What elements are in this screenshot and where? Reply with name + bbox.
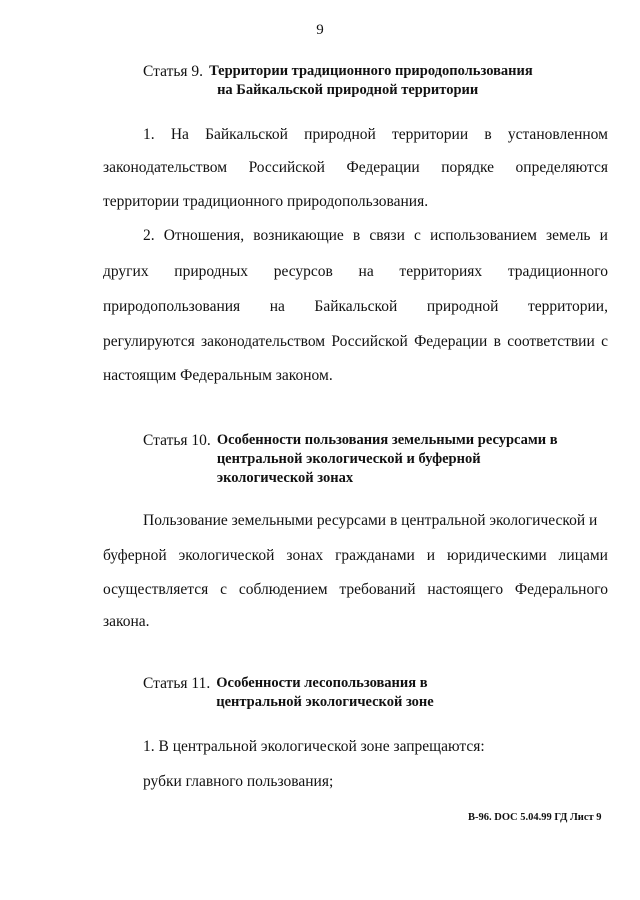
article-10-para1-line4: закона. <box>103 613 150 630</box>
article-11-para2: рубки главного пользования; <box>143 773 334 790</box>
article-10-title-line2: центральной экологической и буферной <box>216 451 481 467</box>
article-10-heading <box>143 431 583 488</box>
article-9-number: Статья 9. <box>143 63 204 80</box>
page-number: 9 <box>316 22 324 38</box>
article-9-para1-line3: территории традиционного природопользования. <box>103 193 429 210</box>
article-11-title-line2: центральной экологической зоне <box>216 694 434 710</box>
article-10-para1-line1: Пользование земельными ресурсами в центральной экологической и <box>143 512 598 529</box>
article-11-heading <box>143 674 583 712</box>
article-9-para2-line5: настоящим Федеральным законом. <box>103 367 333 384</box>
article-9-para2-line2: других природных ресурсов на территориях традиционного <box>103 263 608 280</box>
article-9-title <box>209 62 533 100</box>
article-10-number: Статья 10. <box>143 432 211 449</box>
article-9-title-line1: Территории традиционного природопользования <box>209 63 533 79</box>
article-11-number: Статья 11. <box>143 675 211 692</box>
article-10-para1-line3: осуществляется с соблюдением требований настоящего Федерального <box>103 581 608 598</box>
article-9-para1-line1: 1. На Байкальской природной территории в установленном <box>143 126 608 143</box>
article-9-para1-line2: законодательством Российской Федерации порядке определяются <box>103 159 608 176</box>
article-10-title-line1: Особенности пользования земельными ресурсами в <box>216 432 558 448</box>
article-9-para2-line4: регулируются законодательством Российской Федерации в соответствии с <box>103 333 608 350</box>
article-9-para2-line1: 2. Отношения, возникающие в связи с использованием земель и <box>143 227 608 244</box>
article-11-title <box>216 674 434 712</box>
article-9-heading <box>143 62 583 100</box>
article-10-title-line3: экологической зонах <box>216 470 354 486</box>
article-9-title-line2: на Байкальской природной территории <box>217 82 479 98</box>
document-footer: В-96. DOC 5.04.99 ГД Лист 9 <box>468 812 602 823</box>
article-11-title-line1: Особенности лесопользования в <box>216 675 428 691</box>
article-9-para2-line3: природопользования на Байкальской природной территории, <box>103 298 608 315</box>
article-10-title <box>217 431 558 488</box>
article-10-para1-line2: буферной экологической зонах гражданами и юридическими лицами <box>103 547 608 564</box>
article-11-para1: 1. В центральной экологической зоне запрещаются: <box>143 738 485 755</box>
